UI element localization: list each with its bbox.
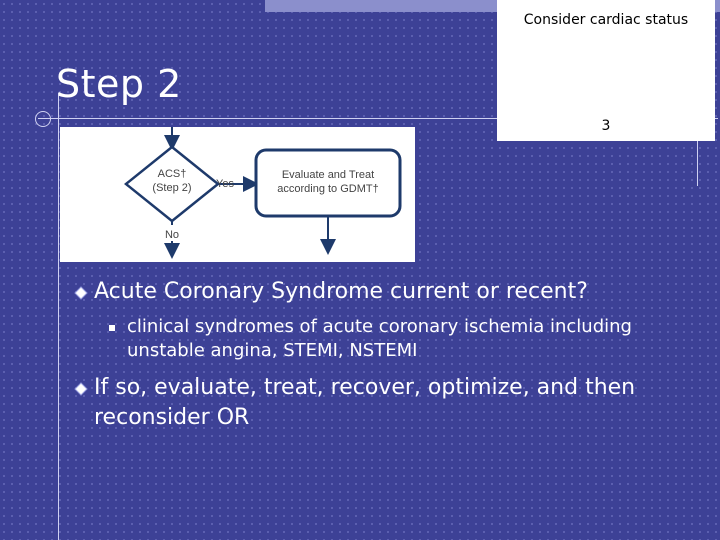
- bullet-evaluate: [60, 373, 680, 433]
- decision-line2: (Step 2): [152, 182, 192, 194]
- diamond-bullet-icon: [74, 382, 88, 396]
- note-text: Consider cardiac status: [523, 12, 689, 28]
- flowchart-image: [60, 127, 415, 262]
- diamond-bullet-icon: [74, 286, 88, 300]
- bullet-acs: [60, 277, 680, 307]
- subbullet-definition-text: clinical syndromes of acute coronary ischemia including unstable angina, STEMI, NSTEMI: [127, 316, 632, 361]
- corner-circle-ornament: [35, 111, 51, 127]
- action-line2: according to GDMT†: [277, 183, 379, 195]
- square-bullet-icon: [109, 325, 115, 331]
- right-vertical-rule: [697, 140, 698, 186]
- page-number: 3: [601, 118, 611, 134]
- slide-title: Step 2: [56, 62, 182, 106]
- bullet-evaluate-text: If so, evaluate, treat, recover, optimize, and then reconsider OR: [94, 375, 636, 430]
- left-vertical-rule: [58, 93, 59, 540]
- note-box: [497, 0, 715, 141]
- yes-label: Yes: [216, 178, 234, 190]
- no-label: No: [164, 229, 180, 241]
- bullet-list: [60, 277, 680, 433]
- flowchart-diagram: [60, 127, 415, 262]
- subbullet-definition: [60, 315, 680, 363]
- action-line1: Evaluate and Treat: [281, 169, 375, 181]
- decision-line1: ACS†: [157, 168, 187, 180]
- bullet-acs-text: Acute Coronary Syndrome current or recent?: [94, 279, 588, 304]
